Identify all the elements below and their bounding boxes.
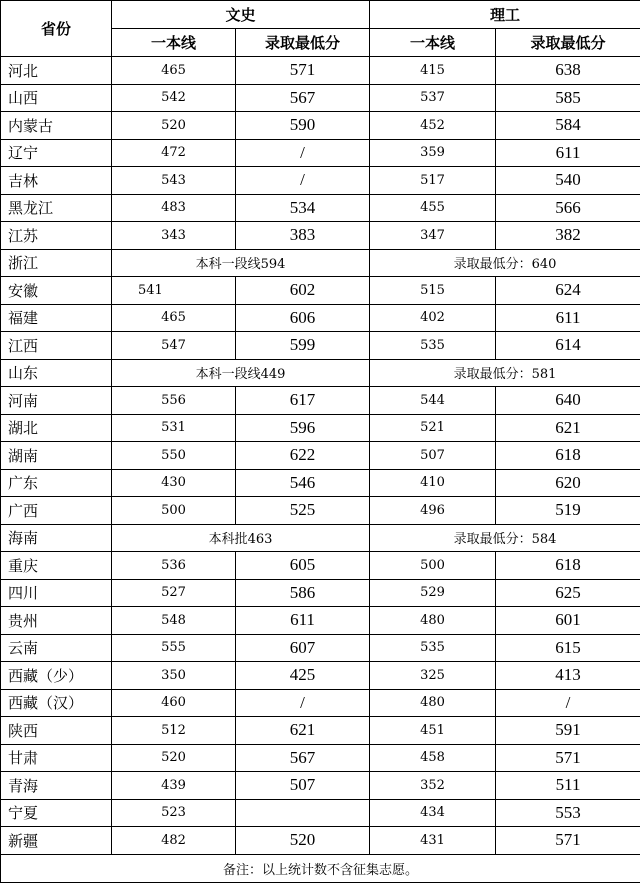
arts-tier1-line-cell: 520 <box>112 112 236 140</box>
science-min-score-cell: 638 <box>496 57 640 85</box>
arts-min-score-cell: 590 <box>236 112 370 140</box>
science-tier1-line-cell: 537 <box>370 84 496 112</box>
province-cell: 黑龙江 <box>1 194 112 222</box>
arts-tier1-line-cell: 547 <box>112 332 236 360</box>
science-min-score-cell: 553 <box>496 799 640 827</box>
science-tier1-line-cell: 521 <box>370 414 496 442</box>
science-min-score-cell: 566 <box>496 194 640 222</box>
arts-tier1-line-cell: 531 <box>112 414 236 442</box>
arts-tier1-line-cell: 536 <box>112 552 236 580</box>
science-min-score-cell: / <box>496 689 640 717</box>
province-cell: 广西 <box>1 497 112 525</box>
province-cell: 安徽 <box>1 277 112 305</box>
science-min-score-cell: 413 <box>496 662 640 690</box>
arts-min-score-cell: / <box>236 167 370 195</box>
province-cell: 西藏（汉） <box>1 689 112 717</box>
merged-arts-note: 本科一段线594 <box>112 249 370 277</box>
arts-min-score-cell: / <box>236 139 370 167</box>
science-min-score-cell: 591 <box>496 717 640 745</box>
arts-min-score-cell: 622 <box>236 442 370 470</box>
arts-tier1-line-cell: 550 <box>112 442 236 470</box>
table-row <box>1 277 640 305</box>
science-tier1-line-cell: 410 <box>370 469 496 497</box>
science-min-score-cell: 585 <box>496 84 640 112</box>
science-tier1-line-cell: 480 <box>370 607 496 635</box>
arts-min-score-cell: 525 <box>236 497 370 525</box>
arts-tier1-line-cell: 512 <box>112 717 236 745</box>
table-row <box>1 332 640 360</box>
arts-tier1-line-cell: 465 <box>112 57 236 85</box>
science-tier1-line-cell: 455 <box>370 194 496 222</box>
science-min-score-cell: 601 <box>496 607 640 635</box>
arts-tier1-line-cell: 542 <box>112 84 236 112</box>
province-cell: 内蒙古 <box>1 112 112 140</box>
science-min-score-cell: 624 <box>496 277 640 305</box>
arts-tier1-line-cell: 460 <box>112 689 236 717</box>
science-tier1-line-cell: 325 <box>370 662 496 690</box>
arts-min-score-cell: 617 <box>236 387 370 415</box>
science-tier1-line-cell: 480 <box>370 689 496 717</box>
science-tier1-line-cell: 500 <box>370 552 496 580</box>
science-tier1-line-cell: 544 <box>370 387 496 415</box>
science-tier1-line-cell: 434 <box>370 799 496 827</box>
arts-tier1-line-cell: 523 <box>112 799 236 827</box>
arts-min-score-cell: / <box>236 689 370 717</box>
merged-science-note: 录取最低分：640 <box>370 249 640 277</box>
table-row <box>1 194 640 222</box>
table-row <box>1 167 640 195</box>
province-cell: 湖北 <box>1 414 112 442</box>
province-cell: 贵州 <box>1 607 112 635</box>
table-row <box>1 634 640 662</box>
science-min-score-cell: 540 <box>496 167 640 195</box>
province-cell: 山西 <box>1 84 112 112</box>
table-row <box>1 442 640 470</box>
science-min-score-cell: 584 <box>496 112 640 140</box>
science-tier1-line-cell: 458 <box>370 744 496 772</box>
arts-min-score-cell: 602 <box>236 277 370 305</box>
merged-science-note: 录取最低分：581 <box>370 359 640 387</box>
table-row <box>1 607 640 635</box>
province-cell: 广东 <box>1 469 112 497</box>
province-cell: 甘肃 <box>1 744 112 772</box>
science-min-score-cell: 625 <box>496 579 640 607</box>
table-row <box>1 222 640 250</box>
science-tier1-line-cell: 507 <box>370 442 496 470</box>
arts-min-score-cell: 520 <box>236 827 370 855</box>
science-tier1-line-cell: 415 <box>370 57 496 85</box>
arts-tier1-line-cell: 483 <box>112 194 236 222</box>
science-min-score-cell: 621 <box>496 414 640 442</box>
science-tier1-line-cell: 452 <box>370 112 496 140</box>
science-min-score-cell: 382 <box>496 222 640 250</box>
table-row <box>1 827 640 855</box>
province-cell: 辽宁 <box>1 139 112 167</box>
arts-tier1-line-cell: 543 <box>112 167 236 195</box>
arts-tier1-line-cell: 500 <box>112 497 236 525</box>
science-min-score-cell: 611 <box>496 304 640 332</box>
science-min-score-cell: 519 <box>496 497 640 525</box>
arts-min-score-cell: 567 <box>236 744 370 772</box>
province-cell: 吉林 <box>1 167 112 195</box>
table-row <box>1 579 640 607</box>
arts-tier1-line-cell: 520 <box>112 744 236 772</box>
header-province: 省份 <box>1 1 112 57</box>
science-min-score-cell: 615 <box>496 634 640 662</box>
science-min-score-cell: 571 <box>496 827 640 855</box>
science-min-score-cell: 571 <box>496 744 640 772</box>
science-min-score-cell: 620 <box>496 469 640 497</box>
province-cell: 浙江 <box>1 249 112 277</box>
arts-min-score-cell: 571 <box>236 57 370 85</box>
header-science-tier1-line: 一本线 <box>370 29 496 57</box>
note-row <box>1 854 640 882</box>
arts-min-score-cell: 606 <box>236 304 370 332</box>
table-row <box>1 359 640 387</box>
province-cell: 湖南 <box>1 442 112 470</box>
table-row <box>1 112 640 140</box>
header-arts-min-score: 录取最低分 <box>236 29 370 57</box>
province-cell: 云南 <box>1 634 112 662</box>
table-row <box>1 84 640 112</box>
science-tier1-line-cell: 431 <box>370 827 496 855</box>
province-cell: 江苏 <box>1 222 112 250</box>
table-row <box>1 139 640 167</box>
arts-min-score-cell: 586 <box>236 579 370 607</box>
province-cell: 海南 <box>1 524 112 552</box>
province-cell: 新疆 <box>1 827 112 855</box>
province-cell: 河北 <box>1 57 112 85</box>
table-row <box>1 304 640 332</box>
arts-min-score-cell: 599 <box>236 332 370 360</box>
table-row <box>1 744 640 772</box>
science-tier1-line-cell: 496 <box>370 497 496 525</box>
header-arts: 文史 <box>112 1 370 29</box>
arts-tier1-line-cell: 555 <box>112 634 236 662</box>
table-row <box>1 387 640 415</box>
table-row <box>1 469 640 497</box>
province-cell: 青海 <box>1 772 112 800</box>
arts-min-score-cell: 546 <box>236 469 370 497</box>
arts-min-score-cell: 611 <box>236 607 370 635</box>
science-tier1-line-cell: 352 <box>370 772 496 800</box>
table-row <box>1 552 640 580</box>
science-tier1-line-cell: 402 <box>370 304 496 332</box>
province-cell: 山东 <box>1 359 112 387</box>
table-row <box>1 717 640 745</box>
province-cell: 重庆 <box>1 552 112 580</box>
science-min-score-cell: 640 <box>496 387 640 415</box>
science-tier1-line-cell: 535 <box>370 634 496 662</box>
arts-min-score-cell: 534 <box>236 194 370 222</box>
arts-tier1-line-cell: 472 <box>112 139 236 167</box>
arts-min-score-cell: 621 <box>236 717 370 745</box>
province-cell: 西藏（少） <box>1 662 112 690</box>
science-tier1-line-cell: 359 <box>370 139 496 167</box>
table-row <box>1 57 640 85</box>
merged-arts-note: 本科批463 <box>112 524 370 552</box>
header-science: 理工 <box>370 1 640 29</box>
table-row <box>1 799 640 827</box>
science-tier1-line-cell: 535 <box>370 332 496 360</box>
header-row-1 <box>1 1 640 29</box>
arts-tier1-line-cell: 439 <box>112 772 236 800</box>
header-science-min-score: 录取最低分 <box>496 29 640 57</box>
province-cell: 福建 <box>1 304 112 332</box>
arts-min-score-cell: 383 <box>236 222 370 250</box>
arts-min-score-cell: 425 <box>236 662 370 690</box>
province-cell: 江西 <box>1 332 112 360</box>
merged-science-note: 录取最低分：584 <box>370 524 640 552</box>
arts-tier1-line-cell: 465 <box>112 304 236 332</box>
table-row <box>1 772 640 800</box>
science-min-score-cell: 618 <box>496 552 640 580</box>
province-cell: 四川 <box>1 579 112 607</box>
science-tier1-line-cell: 517 <box>370 167 496 195</box>
arts-min-score-cell: 567 <box>236 84 370 112</box>
science-min-score-cell: 618 <box>496 442 640 470</box>
province-cell: 河南 <box>1 387 112 415</box>
table-row <box>1 414 640 442</box>
arts-min-score-cell <box>236 799 370 827</box>
science-tier1-line-cell: 347 <box>370 222 496 250</box>
arts-tier1-line-cell: 343 <box>112 222 236 250</box>
science-min-score-cell: 611 <box>496 139 640 167</box>
science-min-score-cell: 614 <box>496 332 640 360</box>
science-tier1-line-cell: 515 <box>370 277 496 305</box>
arts-min-score-cell: 607 <box>236 634 370 662</box>
science-tier1-line-cell: 529 <box>370 579 496 607</box>
arts-tier1-line-cell: 430 <box>112 469 236 497</box>
arts-tier1-line-cell: 556 <box>112 387 236 415</box>
arts-tier1-line-cell: 482 <box>112 827 236 855</box>
table-row <box>1 249 640 277</box>
header-arts-tier1-line: 一本线 <box>112 29 236 57</box>
province-cell: 宁夏 <box>1 799 112 827</box>
science-tier1-line-cell: 451 <box>370 717 496 745</box>
arts-tier1-line-cell: 548 <box>112 607 236 635</box>
province-cell: 陕西 <box>1 717 112 745</box>
arts-tier1-line-cell: 527 <box>112 579 236 607</box>
arts-min-score-cell: 605 <box>236 552 370 580</box>
arts-tier1-line-cell: 350 <box>112 662 236 690</box>
footnote: 备注：以上统计数不含征集志愿。 <box>1 854 640 882</box>
science-min-score-cell: 511 <box>496 772 640 800</box>
table-row <box>1 662 640 690</box>
merged-arts-note: 本科一段线449 <box>112 359 370 387</box>
arts-min-score-cell: 596 <box>236 414 370 442</box>
table-row <box>1 497 640 525</box>
table-row <box>1 689 640 717</box>
arts-min-score-cell: 507 <box>236 772 370 800</box>
table-row <box>1 524 640 552</box>
arts-tier1-line-cell: 541 <box>112 277 236 305</box>
